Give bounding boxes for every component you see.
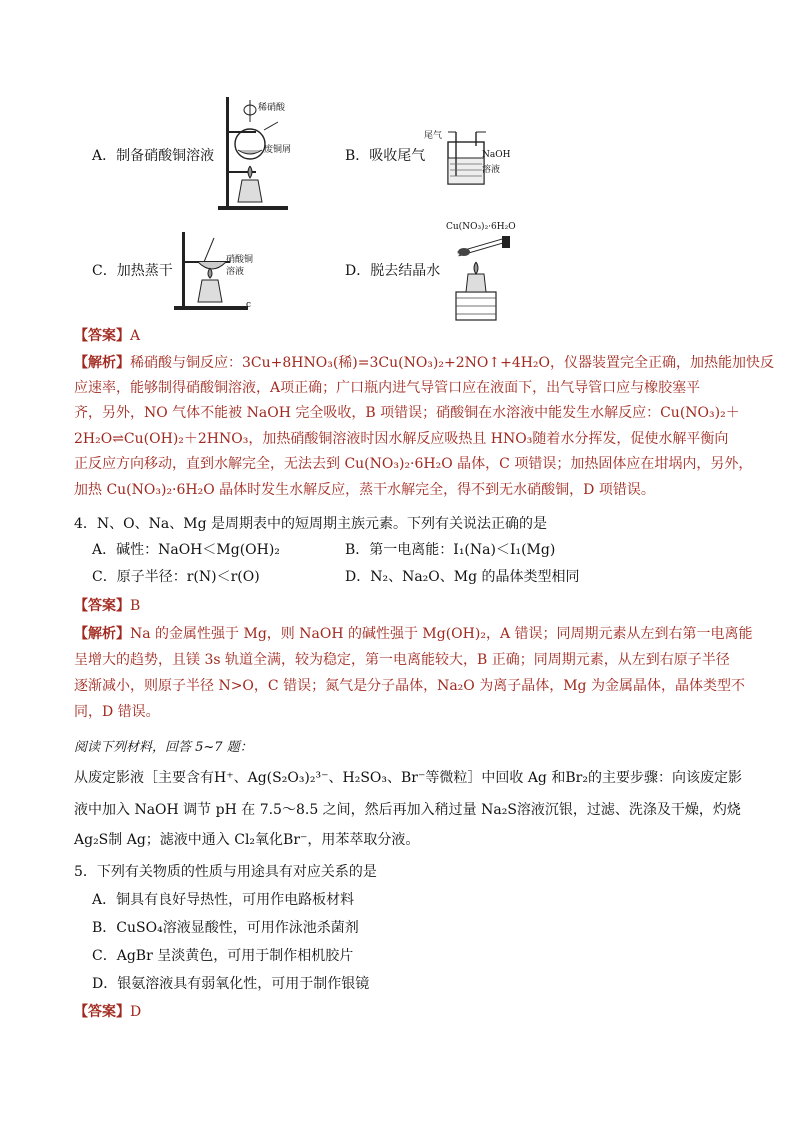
q4-answer: 【答案】B: [74, 598, 141, 614]
option-a-label: A．制备硝酸铜溶液: [92, 148, 215, 164]
q3-analysis-line: 【解析】稀硝酸与铜反应：3Cu+8HNO₃(稀)=3Cu(NO₃)₂+2NO↑+4H₂O，仪器装置完全正确，加热能加快反: [74, 355, 775, 371]
q4-analysis-line: 逐渐减小，则原子半径 N>O，C 错误；氮气是分子晶体，Na₂O 为离子晶体，Mg 为金属晶体，晶体类型不: [74, 678, 745, 694]
q3-answer: 【答案】A: [74, 328, 141, 344]
figure-a-label-nitric-acid: 稀硝酸: [258, 103, 286, 113]
figure-c-stray-label: c: [246, 300, 252, 310]
q4-option-b: B．第一电离能：I₁(Na)＜I₁(Mg): [345, 542, 556, 558]
q4-analysis-line: 呈增大的趋势，且镁 3s 轨道全满，较为稳定，第一电离能较大，B 正确；同周期元素，从左到右原子半径: [74, 652, 730, 668]
q3-analysis-line: 齐，另外，NO 气体不能被 NaOH 完全吸收，B 项错误；硝酸铜在水溶液中能发生水解反应：Cu(NO₃)₂＋: [74, 405, 740, 421]
q4-option-d: D．N₂、Na₂O、Mg 的晶体类型相同: [345, 569, 580, 585]
option-d-label: D．脱去结晶水: [345, 263, 441, 279]
q4-analysis-line: 同，D 错误。: [74, 704, 160, 720]
q3-analysis-line: 2H₂O⇌Cu(OH)₂＋2HNO₃，加热硝酸铜溶液时因水解反应吸热且 HNO₃随着水分挥发，促使水解平衡向: [74, 431, 729, 447]
figure-c-label-solution: 溶液: [226, 267, 245, 277]
option-b-label: B．吸收尾气: [345, 148, 426, 164]
q3-analysis-line: 加热 Cu(NO₃)₂·6H₂O 晶体时发生水解反应，蒸干水解完全，得不到无水硝酸铜，D 项错误。: [74, 482, 655, 498]
material-line: 液中加入 NaOH 调节 pH 在 7.5～8.5 之间，然后再加入稍过量 Na₂S溶液沉银，过滤、洗涤及干燥，灼烧: [74, 802, 741, 818]
q5-option-d: D．银氨溶液具有弱氧化性，可用于制作银镜: [92, 976, 370, 992]
q3-analysis-line: 正反应方向移动，直到水解完全，无法去到 Cu(NO₃)₂·6H₂O 晶体，C 项错误；加热固体应在坩埚内，另外，: [74, 456, 753, 472]
material-line: 从废定影液［主要含有H⁺、Ag(S₂O₃)₂³⁻、H₂SO₃、Br⁻等微粒］中回收 Ag 和Br₂的主要步骤：向该废定影: [74, 770, 742, 786]
q5-stem: 5．下列有关物质的性质与用途具有对应关系的是: [74, 864, 377, 880]
material-line: Ag₂S制 Ag；滤液中通入 Cl₂氧化Br⁻，用苯萃取分液。: [74, 832, 420, 848]
figure-b-label-naoh: NaOH: [482, 150, 511, 160]
figure-b-label-solution: 溶液: [482, 165, 501, 175]
q5-option-c: C．AgBr 呈淡黄色，可用于制作相机胶片: [92, 948, 354, 964]
option-c-label: C．加热蒸干: [92, 263, 173, 279]
q5-answer: 【答案】D: [74, 1004, 142, 1020]
q4-analysis-line: 【解析】Na 的金属性强于 Mg，则 NaOH 的碱性强于 Mg(OH)₂，A 错误；同周期元素从左到右第一电离能: [74, 626, 753, 642]
figure-c-label-copper-nitrate: 硝酸铜: [226, 255, 254, 265]
figure-d-label-crystal: Cu(NO₃)₂·6H₂O: [446, 222, 516, 232]
q4-option-c: C．原子半径：r(N)＜r(O): [92, 569, 260, 585]
q4-option-a: A．碱性：NaOH＜Mg(OH)₂: [92, 542, 280, 558]
material-intro: 阅读下列材料，回答 5~7 题：: [74, 740, 253, 755]
q4-stem: 4．N、O、Na、Mg 是周期表中的短周期主族元素。下列有关说法正确的是: [74, 516, 547, 532]
q3-analysis-line: 应速率，能够制得硝酸铜溶液，A项正确；广口瓶内进气导管口应在液面下，出气导管口应与橡胶塞平: [74, 380, 701, 396]
q5-option-a: A．铜具有良好导热性，可用作电路板材料: [92, 892, 355, 908]
figure-d-heating-tube: [448, 236, 518, 322]
q5-option-b: B．CuSO₄溶液显酸性，可用作泳池杀菌剂: [92, 920, 359, 936]
figure-b-label-tail-gas: 尾气: [424, 131, 443, 141]
figure-a-label-copper-scrap: 废铜屑: [264, 145, 292, 155]
